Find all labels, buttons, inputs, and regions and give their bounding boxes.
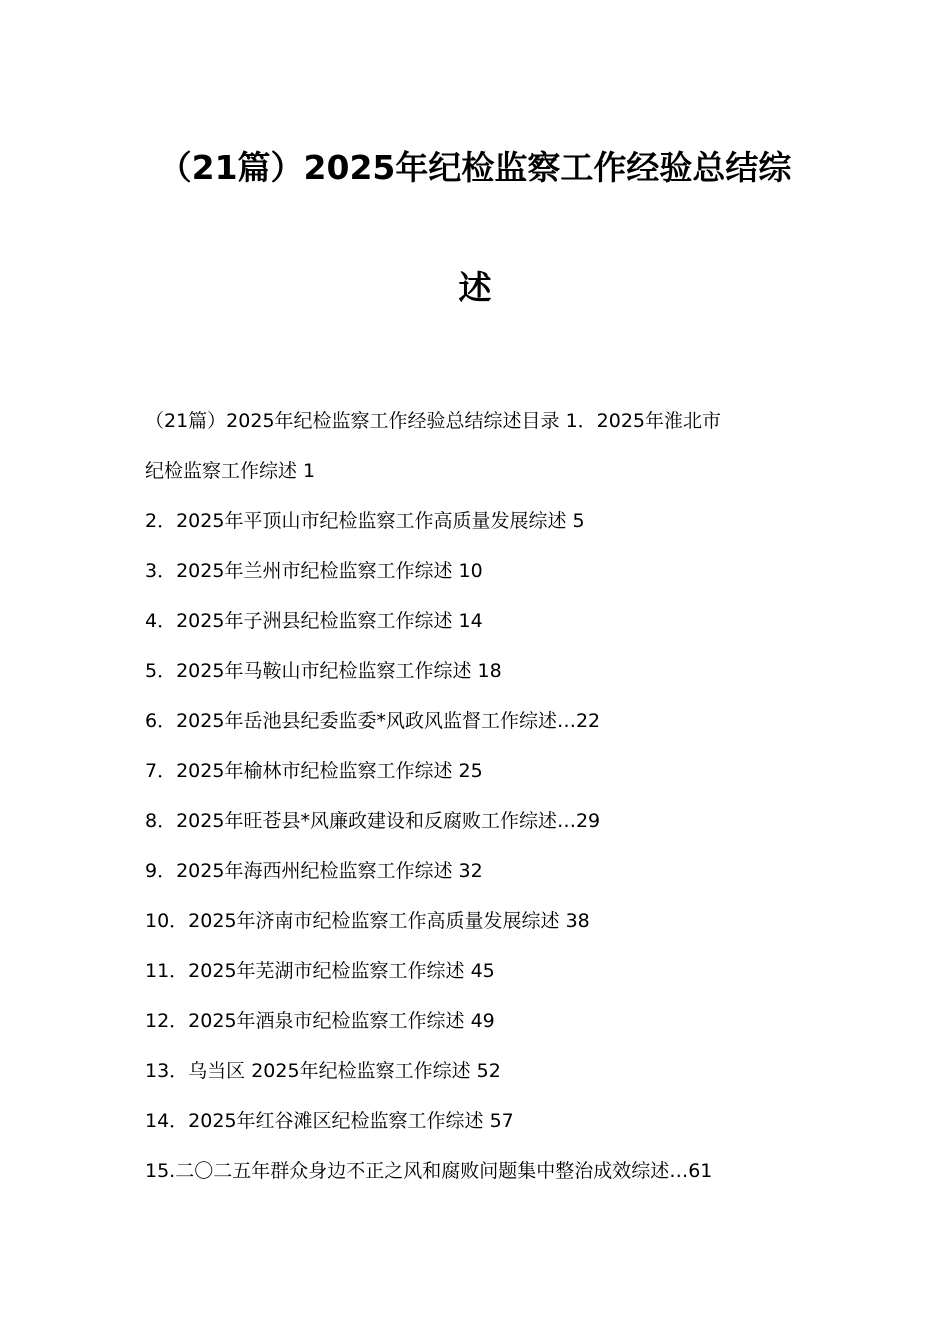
toc-entry-15: 15.二〇二五年群众身边不正之风和腐败问题集中整治成效综述…61 xyxy=(145,1160,713,1182)
toc-entry-4: 4．2025年子洲县纪检监察工作综述 14 xyxy=(145,610,483,632)
toc-intro-line: （21篇）2025年纪检监察工作经验总结综述目录 1．2025年淮北市 xyxy=(145,410,722,432)
toc-entry-14: 14．2025年红谷滩区纪检监察工作综述 57 xyxy=(145,1110,514,1132)
toc-entry-1-continued: 纪检监察工作综述 1 xyxy=(145,460,316,482)
toc-entry-2: 2．2025年平顶山市纪检监察工作高质量发展综述 5 xyxy=(145,510,585,532)
toc-entry-13: 13．乌当区 2025年纪检监察工作综述 52 xyxy=(145,1060,501,1082)
document-title-line-1: （21篇）2025年纪检监察工作经验总结综 xyxy=(158,148,792,187)
toc-entry-9: 9．2025年海西州纪检监察工作综述 32 xyxy=(145,860,483,882)
toc-entry-6: 6．2025年岳池县纪委监委*风政风监督工作综述…22 xyxy=(145,710,601,732)
toc-entry-3: 3．2025年兰州市纪检监察工作综述 10 xyxy=(145,560,483,582)
toc-entry-7: 7．2025年榆林市纪检监察工作综述 25 xyxy=(145,760,483,782)
toc-entry-8: 8．2025年旺苍县*风廉政建设和反腐败工作综述…29 xyxy=(145,810,601,832)
document-title-line-2: 述 xyxy=(458,268,492,307)
toc-entry-10: 10．2025年济南市纪检监察工作高质量发展综述 38 xyxy=(145,910,590,932)
toc-entry-11: 11．2025年芜湖市纪检监察工作综述 45 xyxy=(145,960,495,982)
toc-entry-12: 12．2025年酒泉市纪检监察工作综述 49 xyxy=(145,1010,495,1032)
table-of-contents xyxy=(145,396,825,1196)
toc-entry-5: 5．2025年马鞍山市纪检监察工作综述 18 xyxy=(145,660,502,682)
